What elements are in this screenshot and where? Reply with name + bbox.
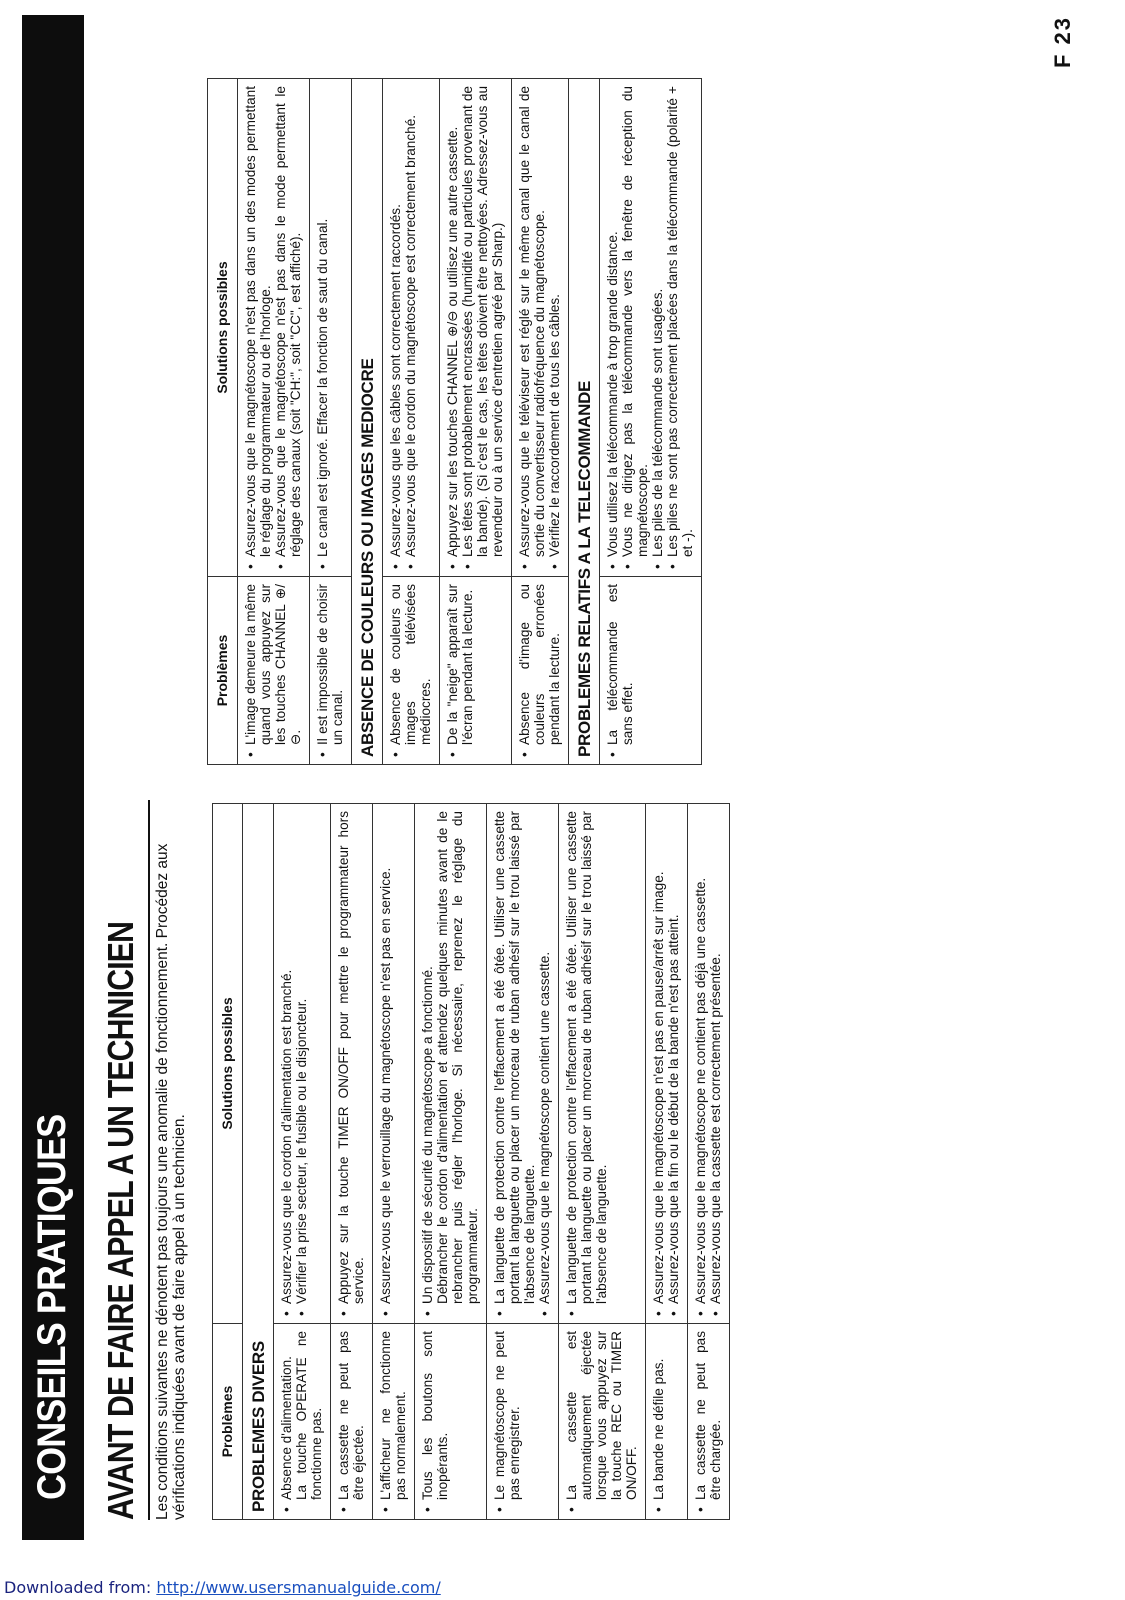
category-heading: ABSENCE DE COULEURS OU IMAGES MEDIOCRE [352,79,383,765]
problem-text: • Tous les boutons sont inopérants. [420,1331,450,1512]
table-row [600,79,702,765]
solution-item: • La languette de protection contre l'effacement a été ôtée. Utiliser une cassette portant la languette ou placer un morceau de ruban adhésif sur le trou laissé par l'absence de languette. [492,811,537,1316]
solution-item: • Assurez-vous que le téléviseur est réglé sur le même canal que le canal de sortie du convertisseur radiofréquence du magnétoscope. [517,86,547,569]
solution-item: • Les têtes sont probablement encrassées (humidité ou particules provenant de la bande). (Si c'est le cas, les têtes doivent être nettoyées. Adressez-vous au revendeur ou à un service d'entretien agréé par Sharp.) [460,86,505,569]
column-header-problems: Problèmes [213,1324,243,1520]
table-row [688,804,730,1520]
solution-item: • Assurez-vous que la cassette est correctement présentée. [708,811,723,1316]
solution-item: • Assurez-vous que la fin ou le début de la bande n'est pas atteint. [666,811,681,1316]
section-title: AVANT DE FAIRE APPEL A UN TECHNICIEN [100,921,141,1520]
intro-text: Les conditions suivantes ne dénotent pas toujours une anomalie de fonctionnement. Procédez aux vérifications indiquées avant de faire appel à un technicien. [154,843,188,1520]
footer-prefix: Downloaded from: [4,1578,157,1597]
table-row [487,804,559,1520]
solution-item: • Vérifiez le raccordement de tous les câbles. [547,86,562,569]
table-row [383,79,440,765]
table-row [373,804,415,1520]
solution-item: • Assurez-vous que le cordon d'alimentation est branché. [279,811,294,1316]
column-header-solutions: Solutions possibles [208,79,238,577]
solution-item: • Assurez-vous que le magnétoscope n'est pas dans un des modes permettant le réglage du programmateur ou de l'horloge. [243,86,273,569]
problem-text: • Le magnétoscope ne peut pas enregistrer. [492,1331,522,1512]
problem-text: • Absence d'alimentation. La touche OPERATE ne fonctionne pas. [279,1331,324,1512]
solution-item: • Vérifier la prise secteur, le fusible ou le disjoncteur. [294,811,309,1316]
solution-item: • Vous utilisez la télécommande à trop grande distance. [605,86,620,569]
table-row [310,79,352,765]
solution-item: • Assurez-vous que le cordon du magnétoscope est correctement branché. [403,86,418,569]
solution-item: • La languette de protection contre l'effacement a été ôtée. Utiliser une cassette portant la languette ou placer un morceau de ruban adhésif sur le trou laissé par l'absence de languette. [564,811,609,1316]
solution-item: • Assurez-vous que le magnétoscope ne contient pas déjà une cassette. [693,811,708,1316]
solution-item: • Assurez-vous que les câbles sont correctement raccordés. [388,86,403,569]
source-link[interactable]: http://www.usersmanualguide.com/ [156,1578,441,1597]
table-row [274,804,331,1520]
download-footer [4,1578,441,1597]
title-divider [148,800,150,1520]
banner-title: CONSEILS PRATIQUES [30,1114,74,1500]
problem-text: • La cassette est automatiquement éjectée lorsque vous appuyez sur la touche REC ou TIMER ON/OFF. [564,1331,639,1512]
page-number: F 23 [1050,15,1075,68]
solution-item: • Un dispositif de sécurité du magnétoscope a fonctionné. [420,811,435,1316]
solution-item: • Les piles de la télécommande sont usagées. [650,86,665,569]
problem-text: • La cassette ne peut pas être éjectée. [336,1331,366,1512]
header-banner [22,15,84,1540]
column-header-problems: Problèmes [208,577,238,765]
problem-text: • De la "neige" apparaît sur l'écran pendant la lecture. [445,584,475,757]
table-row [238,79,310,765]
problem-text: • La bande ne défile pas. [651,1331,666,1512]
problem-text: • Absence de couleurs ou images télévisées médiocres. [388,584,433,757]
table-row [559,804,646,1520]
table-row [512,79,569,765]
table-row [440,79,512,765]
category-heading: PROBLEMES RELATIFS A LA TELECOMMANDE [569,79,600,765]
solution-item: • Les piles ne sont pas correctement placées dans la télécommande (polarité + et -). [665,86,695,569]
problem-text: • La cassette ne peut pas être chargée. [693,1331,723,1512]
solution-item: • Assurez-vous que le magnétoscope contient une cassette. [537,811,552,1316]
problem-text: • La télécommande est sans effet. [605,584,635,757]
solution-item: • Le canal est ignoré. Effacer la fonction de saut du canal. [315,86,330,569]
solution-item: • Vous ne dirigez pas la télécommande vers la fenêtre de réception du magnétoscope. [620,86,650,569]
table-row [415,804,487,1520]
table-row [331,804,373,1520]
category-heading: PROBLEMES DIVERS [243,804,274,1520]
problem-text: • L'afficheur ne fonctionne pas normalement. [378,1331,408,1512]
table-row [646,804,688,1520]
solution-note: Débrancher le cordon d'alimentation et attendez quelques minutes avant de le rebrancher puis régler l'horloge. Si nécessaire, reprenez le réglage du programmateur. [435,811,480,1304]
problem-text: • Absence d'image ou couleurs erronées pendant la lecture. [517,584,562,757]
problem-text: • Il est impossible de choisir un canal. [315,584,345,757]
problem-text: • L'image demeure la même quand vous appuyez sur les touches CHANNEL ⊕/⊖. [243,584,303,757]
solution-item: • Appuyez sur les touches CHANNEL ⊕/⊖ ou utilisez une autre cassette. [445,86,460,569]
solution-item: • Appuyez sur la touche TIMER ON/OFF pour mettre le programmateur hors service. [336,811,366,1316]
troubleshooting-table-left [212,803,730,1520]
column-header-solutions: Solutions possibles [213,804,243,1324]
solution-item: • Assurez-vous que le magnétoscope n'est pas dans le mode permettant le réglage des canaux (soit "CH:", soit "CC", est affiché). [273,86,303,569]
troubleshooting-table-right [207,78,702,765]
solution-item: • Assurez-vous que le verrouillage du magnétoscope n'est pas en service. [378,811,393,1316]
solution-item: • Assurez-vous que le magnétoscope n'est pas en pause/arrêt sur image. [651,811,666,1316]
